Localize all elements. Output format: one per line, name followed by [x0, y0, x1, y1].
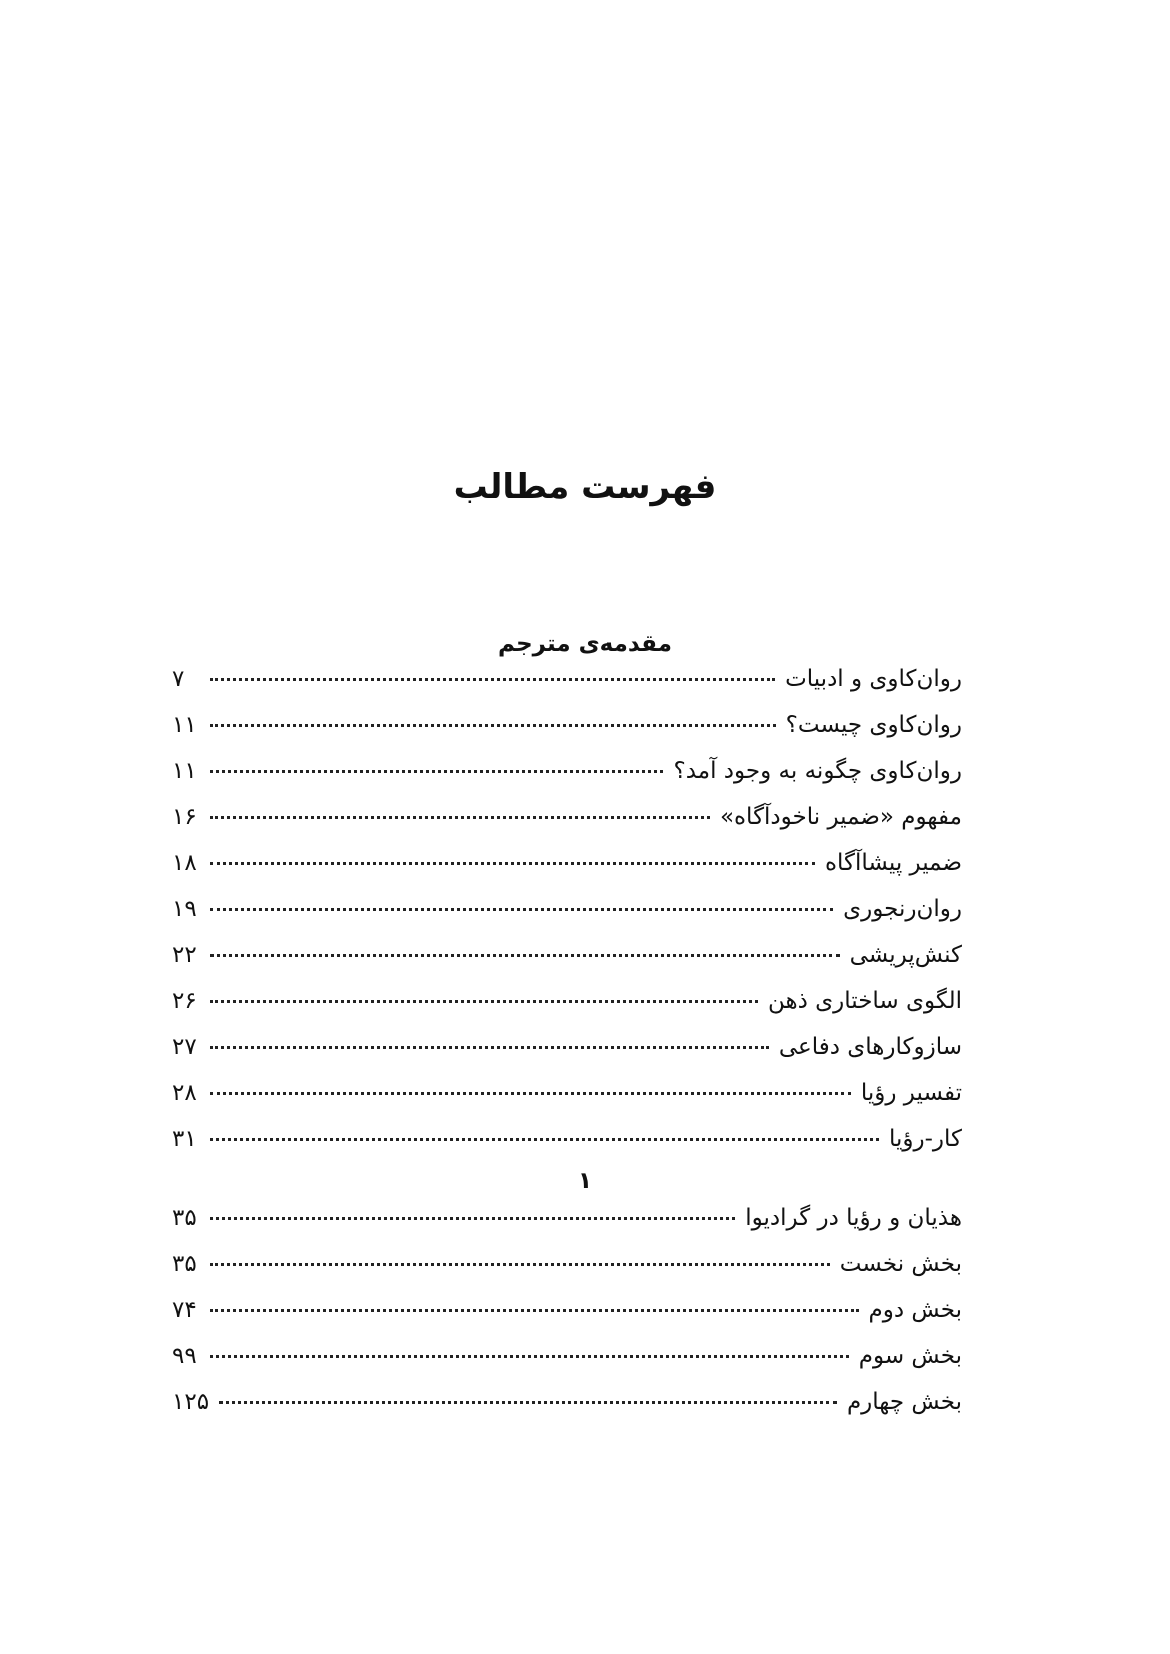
- toc-entry[interactable]: [172, 1297, 962, 1343]
- toc-entry-label: روان‌رنجوری: [843, 896, 962, 922]
- toc-entry-label: کار-رؤیا: [889, 1126, 962, 1152]
- dot-leader: [210, 1046, 769, 1049]
- toc-entry-label: بخش سوم: [858, 1343, 962, 1369]
- toc-entry-label: کنش‌پریشی: [849, 942, 962, 968]
- toc-entry[interactable]: [172, 666, 962, 712]
- toc-entry-label: سازوکارهای دفاعی: [778, 1034, 962, 1060]
- dot-leader: [210, 816, 710, 819]
- toc-entry[interactable]: [172, 758, 962, 804]
- dot-leader: [210, 954, 840, 957]
- toc-entry-label: روان‌کاوی و ادبیات: [785, 666, 962, 692]
- toc-page-number: ۳۱: [172, 1126, 197, 1152]
- toc-entry-label: مفهوم «ضمیر ناخودآگاه»: [719, 804, 962, 830]
- toc-entry[interactable]: [172, 1080, 962, 1126]
- toc-page-number: ۷: [172, 666, 185, 692]
- toc-page-number: ۱۶: [172, 804, 197, 830]
- dot-leader: [210, 1138, 879, 1141]
- page-title: فهرست مطالب: [453, 467, 717, 507]
- toc-page-number: ۳۵: [172, 1251, 197, 1277]
- dot-leader: [210, 770, 663, 773]
- toc-page-number: ۲۶: [172, 988, 197, 1014]
- toc-page-number: ۱۸: [172, 850, 197, 876]
- toc-entry[interactable]: [172, 1343, 962, 1389]
- toc-entry[interactable]: [172, 850, 962, 896]
- toc-entry[interactable]: [172, 1251, 962, 1297]
- dot-leader: [210, 678, 775, 681]
- dot-leader: [210, 1309, 859, 1312]
- toc-page-number: ۱۱: [172, 758, 197, 784]
- toc-page-number: ۱۱: [172, 712, 197, 738]
- toc-entry-label: الگوی ساختاری ذهن: [767, 988, 962, 1014]
- toc-list-translator-intro: [172, 666, 962, 1172]
- toc-entry-label: هذیان و رؤیا در گرادیوا: [745, 1205, 962, 1231]
- toc-entry-label: ضمیر پیشاآگاه: [824, 850, 962, 876]
- section-heading-translator-intro: مقدمه‌ی مترجم: [498, 631, 672, 657]
- toc-page-number: ۷۴: [172, 1297, 197, 1323]
- toc-page-number: ۱۹: [172, 896, 197, 922]
- toc-page-number: ۲۲: [172, 942, 197, 968]
- toc-page-number: ۲۸: [172, 1080, 197, 1106]
- dot-leader: [210, 1092, 851, 1095]
- toc-entry[interactable]: [172, 1205, 962, 1251]
- toc-list-chapter-1: [172, 1205, 962, 1435]
- section-heading-chapter-1: ۱: [577, 1168, 593, 1194]
- toc-entry-label: روان‌کاوی چگونه به وجود آمد؟: [673, 758, 962, 784]
- dot-leader: [210, 1000, 758, 1003]
- toc-entry[interactable]: [172, 942, 962, 988]
- toc-entry[interactable]: [172, 1389, 962, 1435]
- dot-leader: [219, 1401, 837, 1404]
- dot-leader: [210, 724, 776, 727]
- dot-leader: [210, 908, 833, 911]
- dot-leader: [210, 1355, 849, 1358]
- toc-page-number: ۱۲۵: [172, 1389, 210, 1415]
- toc-entry-label: بخش نخست: [839, 1251, 962, 1277]
- toc-entry-label: بخش چهارم: [846, 1389, 962, 1415]
- toc-entry[interactable]: [172, 712, 962, 758]
- toc-entry-label: روان‌کاوی چیست؟: [785, 712, 962, 738]
- toc-entry[interactable]: [172, 804, 962, 850]
- toc-entry[interactable]: [172, 988, 962, 1034]
- toc-entry[interactable]: [172, 896, 962, 942]
- dot-leader: [210, 1263, 830, 1266]
- toc-entry-label: بخش دوم: [868, 1297, 962, 1323]
- toc-page-number: ۹۹: [172, 1343, 197, 1369]
- dot-leader: [210, 862, 815, 865]
- toc-entry[interactable]: [172, 1034, 962, 1080]
- dot-leader: [210, 1217, 735, 1220]
- toc-page-number: ۳۵: [172, 1205, 197, 1231]
- toc-page-number: ۲۷: [172, 1034, 197, 1060]
- toc-entry-label: تفسیر رؤیا: [860, 1080, 962, 1106]
